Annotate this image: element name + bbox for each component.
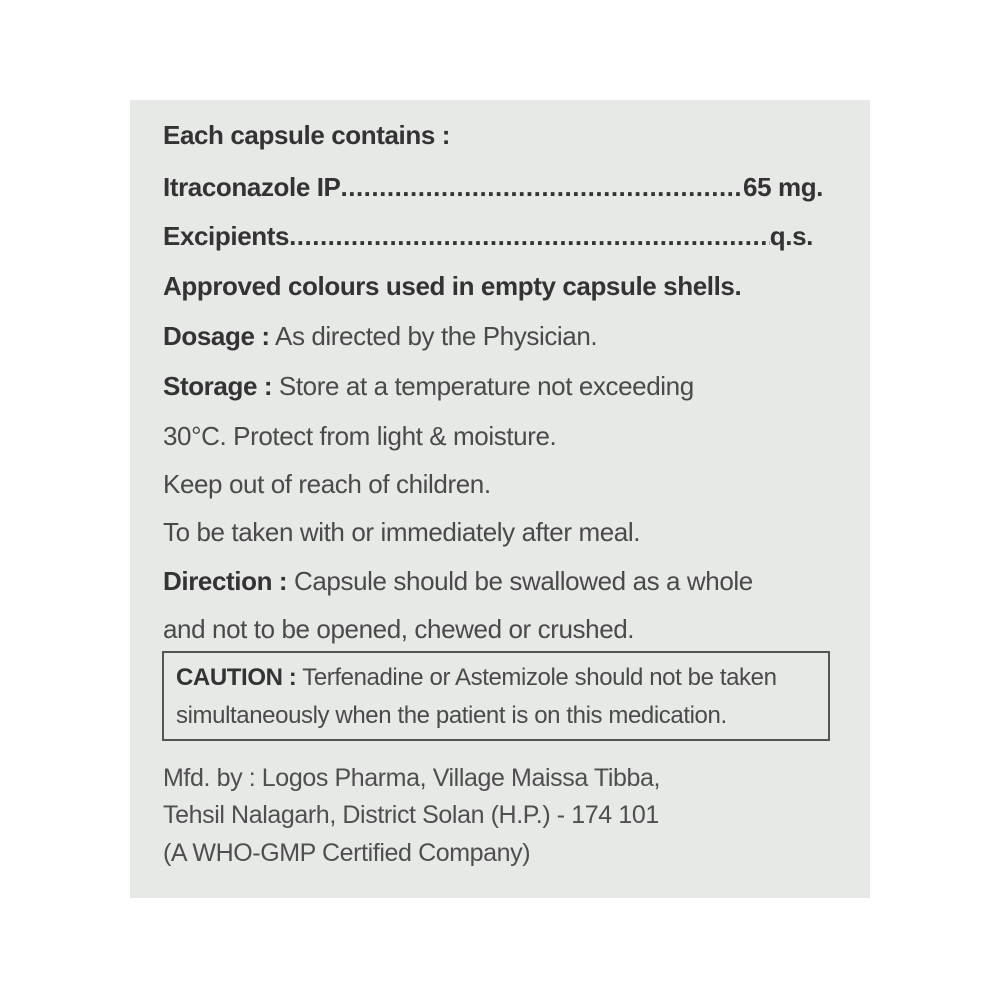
- ingredient-row-excipients: [163, 221, 813, 251]
- storage-line: [163, 371, 694, 401]
- storage-text-2: 30°C. Protect from light & moisture.: [163, 421, 557, 451]
- manufacturer-line-3: (A WHO-GMP Certified Company): [163, 839, 531, 867]
- dosage-label: Dosage :: [163, 321, 270, 351]
- storage-label: Storage :: [163, 371, 273, 401]
- dosage-line: [163, 321, 597, 351]
- manufacturer-line-1: Mfd. by : Logos Pharma, Village Maissa Tibba,: [163, 764, 661, 792]
- dot-leader: [341, 172, 744, 202]
- children-warning: Keep out of reach of children.: [163, 469, 491, 499]
- ingredient-amount: q.s.: [769, 221, 813, 251]
- manufacturer-line-2: Tehsil Nalagarh, District Solan (H.P.) - 174 101: [163, 801, 659, 829]
- colours-note: Approved colours used in empty capsule shells.: [163, 271, 742, 301]
- direction-text-1: Capsule should be swallowed as a whole: [287, 566, 753, 596]
- caution-text-1: Terfenadine or Astemizole should not be taken: [296, 664, 777, 691]
- composition-heading: Each capsule contains :: [163, 120, 451, 150]
- direction-line: [163, 566, 753, 596]
- direction-text-2: and not to be opened, chewed or crushed.: [163, 614, 635, 644]
- caution-line-1: [176, 663, 777, 693]
- medicine-label-panel: [130, 100, 870, 898]
- dot-leader: [289, 221, 770, 251]
- ingredient-name: Excipients: [163, 221, 290, 251]
- meal-instruction: To be taken with or immediately after meal.: [163, 517, 641, 547]
- caution-box: [162, 651, 830, 741]
- direction-label: Direction :: [163, 566, 288, 596]
- ingredient-row-itraconazole: [163, 172, 823, 202]
- ingredient-amount: 65 mg.: [743, 172, 823, 202]
- dosage-text: As directed by the Physician.: [269, 321, 598, 351]
- caution-text-2: simultaneously when the patient is on this medication.: [176, 702, 727, 729]
- caution-label: CAUTION :: [176, 664, 297, 691]
- storage-text-1: Store at a temperature not exceeding: [272, 371, 694, 401]
- ingredient-name: Itraconazole IP: [163, 172, 341, 202]
